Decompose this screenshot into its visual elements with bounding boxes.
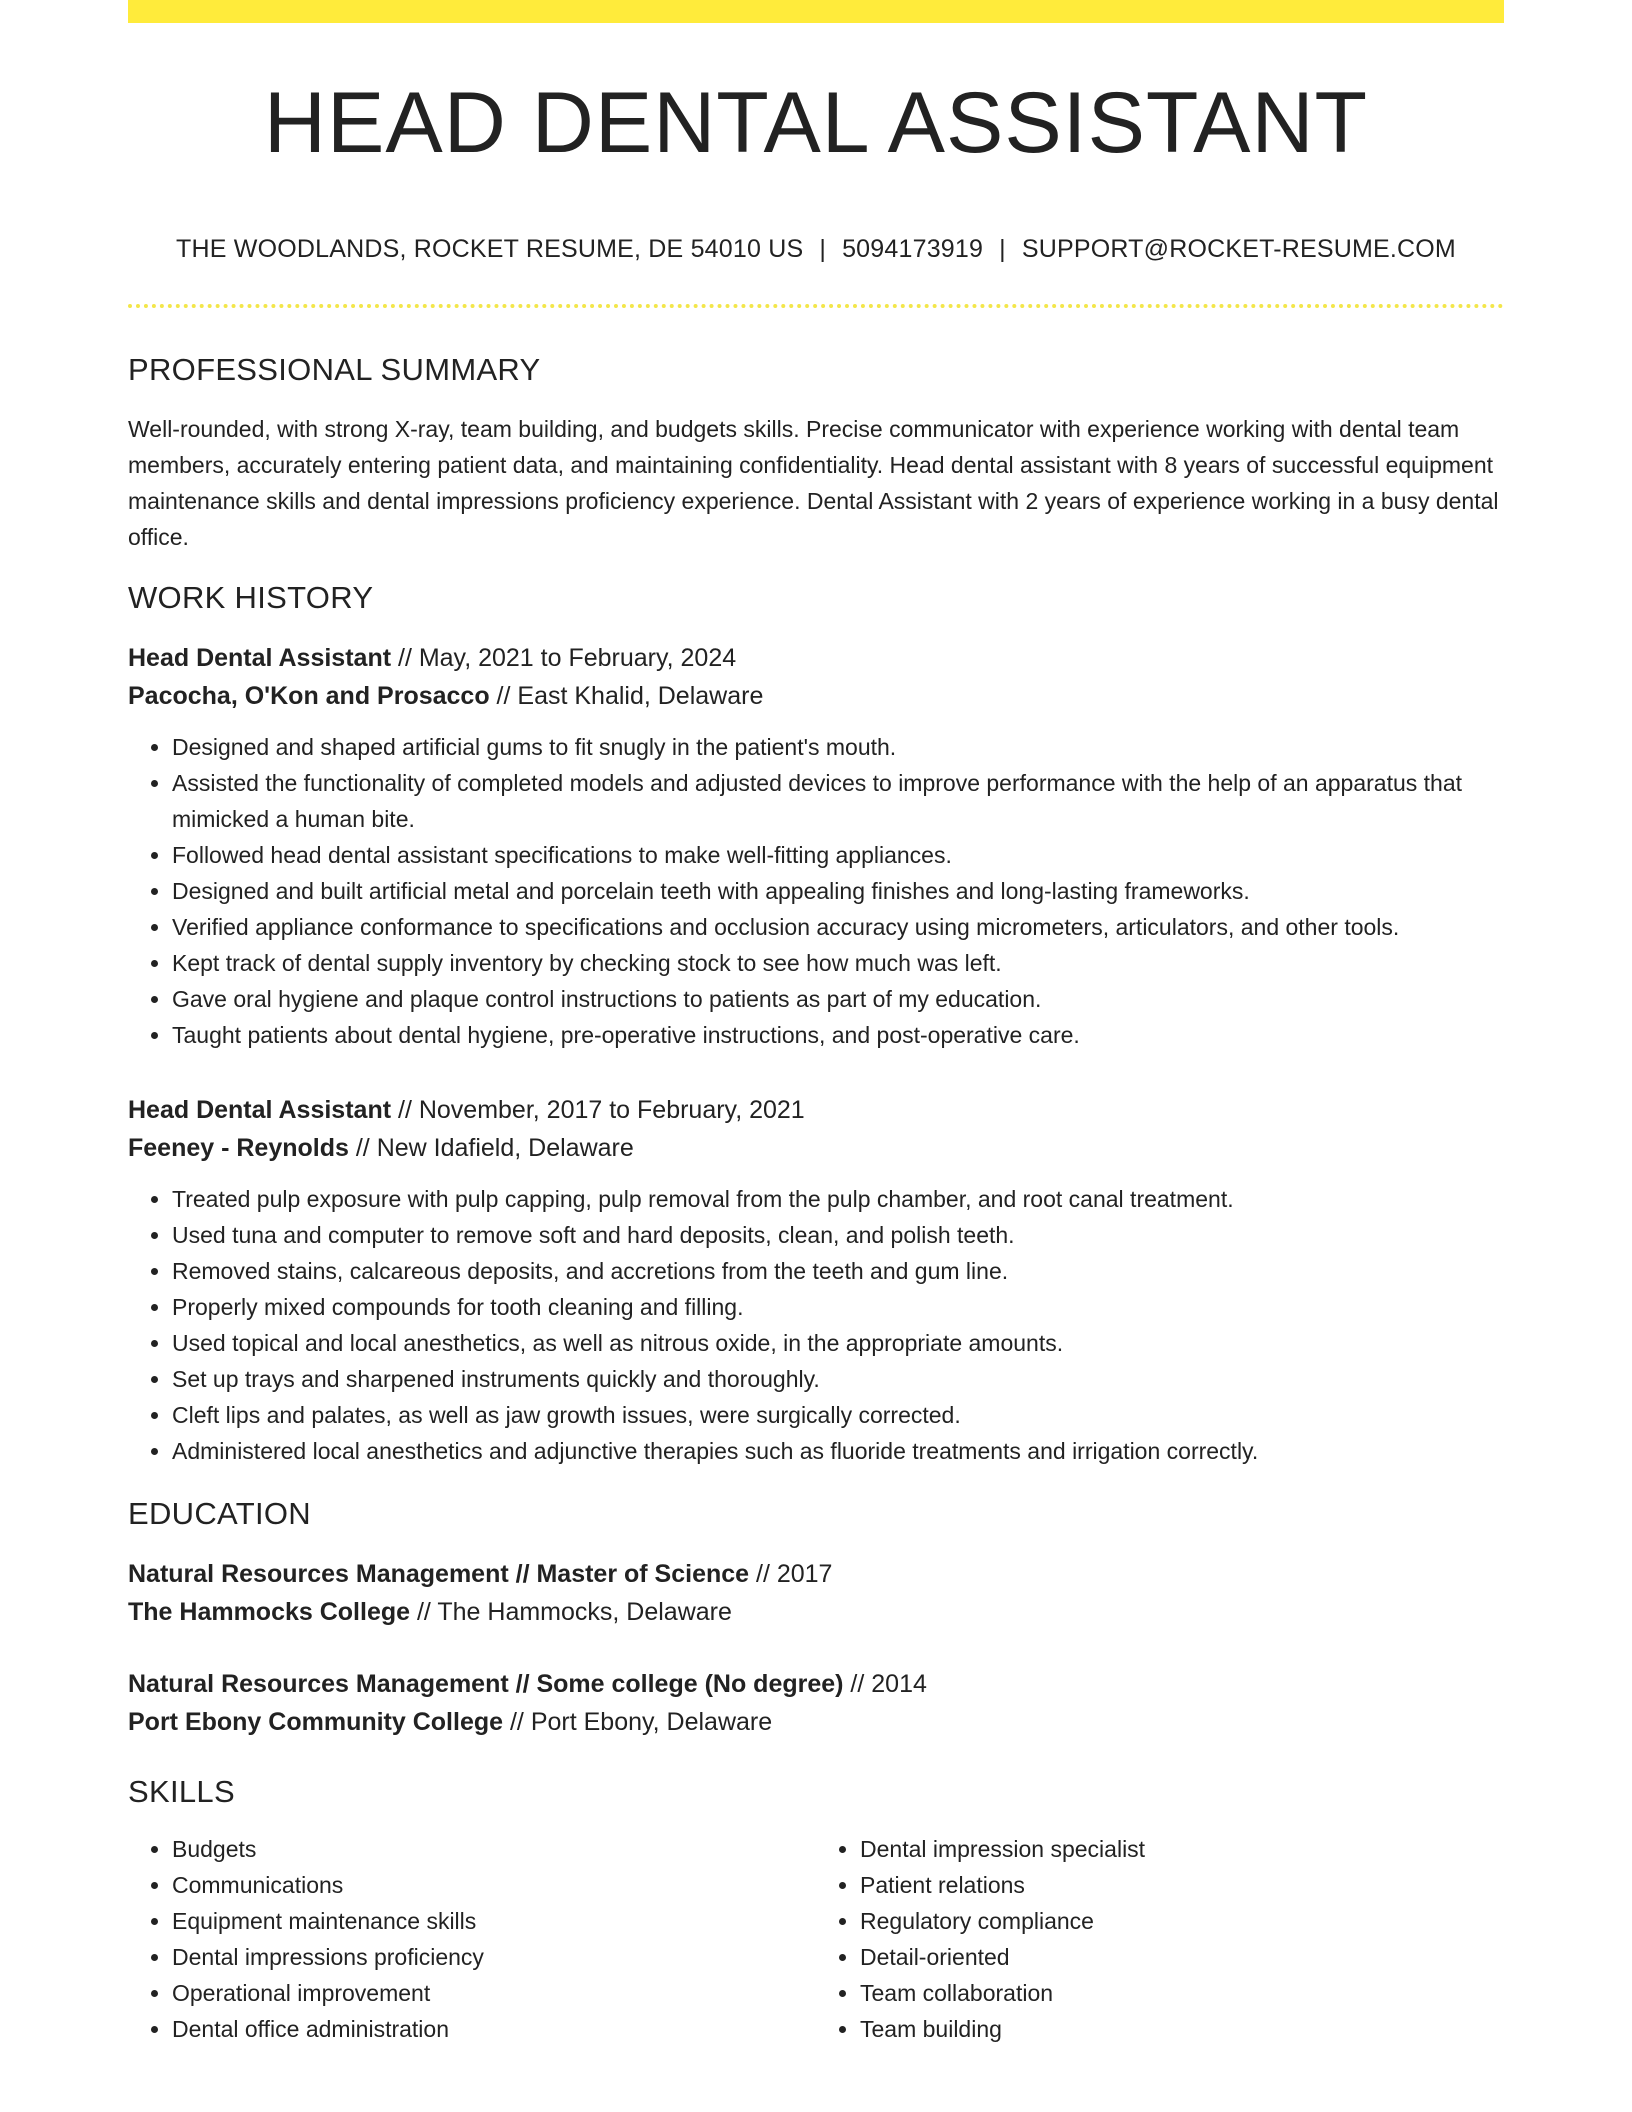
job-employer: Feeney - Reynolds — [128, 1134, 349, 1163]
list-item: • Set up trays and sharpened instruments quickly and thoroughly. — [172, 1361, 1504, 1397]
education-school-line — [128, 1703, 1504, 1741]
job-bullets — [128, 729, 1504, 1053]
job-entry — [128, 1091, 1504, 1469]
list-item: • Detail-oriented — [860, 1939, 1504, 1975]
education-school-line — [128, 1593, 1504, 1631]
skills-column-left — [128, 1831, 816, 2047]
contact-address: THE WOODLANDS, ROCKET RESUME, DE 54010 US — [176, 235, 804, 263]
job-employer: Pacocha, O'Kon and Prosacco — [128, 682, 490, 711]
skills-heading: SKILLS — [128, 1774, 235, 1810]
education-degree: Natural Resources Management // Some college (No degree) — [128, 1670, 844, 1699]
job-employer-line — [128, 1129, 1504, 1167]
education-location: // Port Ebony, Delaware — [503, 1708, 773, 1737]
list-item: • Kept track of dental supply inventory by checking stock to see how much was left. — [172, 945, 1504, 981]
list-item: • Patient relations — [860, 1867, 1504, 1903]
contact-line — [128, 235, 1504, 264]
dotted-divider — [128, 304, 1504, 308]
contact-phone: 5094173919 — [842, 235, 984, 263]
education-school: The Hammocks College — [128, 1598, 411, 1627]
job-bullets — [128, 1181, 1504, 1469]
list-item: • Assisted the functionality of completed models and adjusted devices to improve performance with the help of an apparatus that mimicked a human bite. — [172, 765, 1504, 837]
education-degree: Natural Resources Management // Master of Science — [128, 1560, 750, 1589]
list-item: • Equipment maintenance skills — [172, 1903, 816, 1939]
summary-heading: PROFESSIONAL SUMMARY — [128, 352, 541, 387]
job-dates: // May, 2021 to February, 2024 — [391, 644, 737, 673]
education-school: Port Ebony Community College — [128, 1708, 504, 1737]
job-role: Head Dental Assistant — [128, 1096, 392, 1125]
job-role: Head Dental Assistant — [128, 644, 392, 673]
list-item: • Budgets — [172, 1831, 816, 1867]
contact-separator: | — [819, 235, 827, 263]
contact-email: SUPPORT@ROCKET-RESUME.COM — [1021, 235, 1456, 263]
education-degree-line — [128, 1555, 1504, 1593]
education-location: // The Hammocks, Delaware — [410, 1598, 732, 1627]
list-item: • Used topical and local anesthetics, as well as nitrous oxide, in the appropriate amounts. — [172, 1325, 1504, 1361]
job-location: // New Idafield, Delaware — [348, 1134, 634, 1163]
list-item: • Team collaboration — [860, 1975, 1504, 2011]
education-year: // 2014 — [843, 1670, 927, 1699]
accent-top-bar — [128, 0, 1504, 23]
summary-text: Well-rounded, with strong X-ray, team building, and budgets skills. Precise communicator with experience working with dental team members, accurately entering patient data, and maintaining confidentiality. Head dental assistant with 8 years of successful equipment maintenance skills and dental impressions proficiency experience. Dental Assistant with 2 years of experience working in a busy dental office. — [128, 416, 1499, 551]
education-heading: EDUCATION — [128, 1496, 311, 1532]
list-item: • Followed head dental assistant specifications to make well-fitting appliances. — [172, 837, 1504, 873]
job-title-line — [128, 1091, 1504, 1129]
list-item: • Dental office administration — [172, 2011, 816, 2047]
list-item: • Operational improvement — [172, 1975, 816, 2011]
job-employer-line — [128, 677, 1504, 715]
list-item: • Properly mixed compounds for tooth cleaning and filling. — [172, 1289, 1504, 1325]
job-location: // East Khalid, Delaware — [489, 682, 764, 711]
job-dates: // November, 2017 to February, 2021 — [391, 1096, 805, 1125]
list-item: • Dental impression specialist — [860, 1831, 1504, 1867]
skills-list — [128, 1831, 1504, 2047]
education-entry — [128, 1665, 1504, 1741]
list-item: • Taught patients about dental hygiene, pre-operative instructions, and post-operative care. — [172, 1017, 1504, 1053]
list-item: • Communications — [172, 1867, 816, 1903]
job-title-line — [128, 639, 1504, 677]
job-entry — [128, 639, 1504, 1053]
list-item: • Used tuna and computer to remove soft and hard deposits, clean, and polish teeth. — [172, 1217, 1504, 1253]
list-item: • Designed and built artificial metal and porcelain teeth with appealing finishes and long-lasting frameworks. — [172, 873, 1504, 909]
list-item: • Treated pulp exposure with pulp capping, pulp removal from the pulp chamber, and root canal treatment. — [172, 1181, 1504, 1217]
list-item: • Verified appliance conformance to specifications and occlusion accuracy using micrometers, articulators, and other tools. — [172, 909, 1504, 945]
work-history-heading: WORK HISTORY — [128, 580, 374, 616]
list-item: • Removed stains, calcareous deposits, and accretions from the teeth and gum line. — [172, 1253, 1504, 1289]
skills-column-right — [816, 1831, 1504, 2047]
list-item: • Gave oral hygiene and plaque control instructions to patients as part of my education. — [172, 981, 1504, 1017]
list-item: • Administered local anesthetics and adjunctive therapies such as fluoride treatments and irrigation correctly. — [172, 1433, 1504, 1469]
list-item: • Designed and shaped artificial gums to fit snugly in the patient's mouth. — [172, 729, 1504, 765]
education-degree-line — [128, 1665, 1504, 1703]
education-entry — [128, 1555, 1504, 1631]
list-item: • Regulatory compliance — [860, 1903, 1504, 1939]
list-item: • Team building — [860, 2011, 1504, 2047]
resume-name: HEAD DENTAL ASSISTANT — [263, 75, 1369, 171]
education-year: // 2017 — [749, 1560, 833, 1589]
contact-separator: | — [999, 235, 1006, 263]
list-item: • Dental impressions proficiency — [172, 1939, 816, 1975]
list-item: • Cleft lips and palates, as well as jaw growth issues, were surgically corrected. — [172, 1397, 1504, 1433]
resume-page — [128, 0, 1504, 2047]
